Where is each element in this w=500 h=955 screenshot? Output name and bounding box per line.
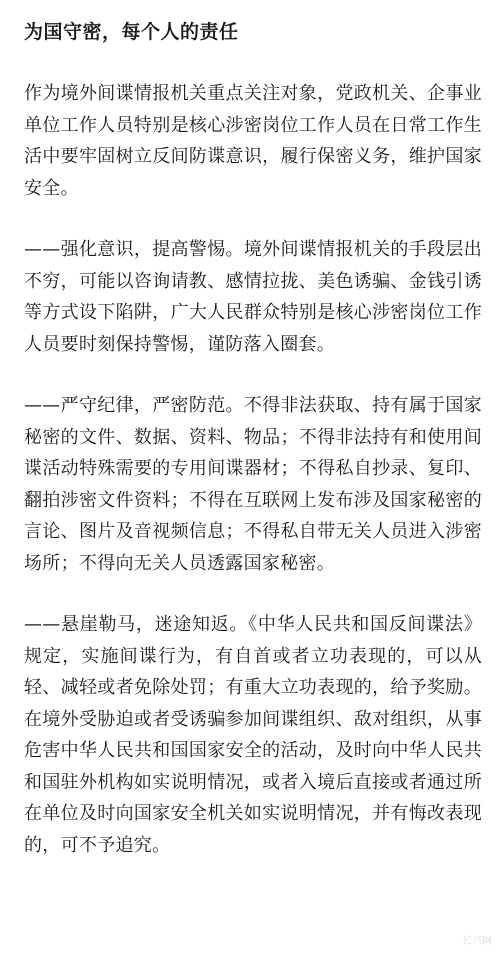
article-paragraph-intro: 作为境外间谍情报机关重点关注对象，党政机关、企事业单位工作人员特别是核心涉密岗位工作人员在日常工作生活中要牢固树立反间防谍意识，履行保密义务，维护国家安全。 (24, 83, 482, 199)
article (24, 16, 482, 891)
article-paragraph-awareness: ——强化意识，提高警惕。境外间谍情报机关的手段层出不穷，可能以咨询请教、感情拉拢、美色诱骗、金钱引诱等方式设下陷阱，广大人民群众特别是核心涉密岗位工作人员要时刻保持警惕，谨防落入圈套。 (24, 239, 482, 355)
article-paragraph-discipline: ——严守纪律，严密防范。不得非法获取、持有属于国家秘密的文件、数据、资料、物品；不得非法持有和使用间谍活动特殊需要的专用间谍器材；不得私自抄录、复印、翻拍涉密文件资料；不得在互联网上发布涉及国家秘密的言论、图片及音视频信息；不得私自带无关人员进入涉密场所；不得向无关人员透露国家秘密。 (24, 395, 482, 574)
watermark: 长兴网 (462, 936, 492, 947)
article-paragraph-law: ——悬崖勒马，迷途知返。《中华人民共和国反间谍法》规定，实施间谍行为，有自首或者立功表现的，可以从轻、减轻或者免除处罚；有重大立功表现的，给予奖励。在境外受胁迫或者受诱骗参加间谍组织、敌对组织，从事危害中华人民共和国国家安全的活动，及时向中华人民共和国驻外机构如实说明情况，或者入境后直接或者通过所在单位及时向国家安全机关如实说明情况，并有悔改表现的，可不予追究。 (24, 614, 482, 856)
article-title: 为国守密，每个人的责任 (24, 21, 239, 43)
